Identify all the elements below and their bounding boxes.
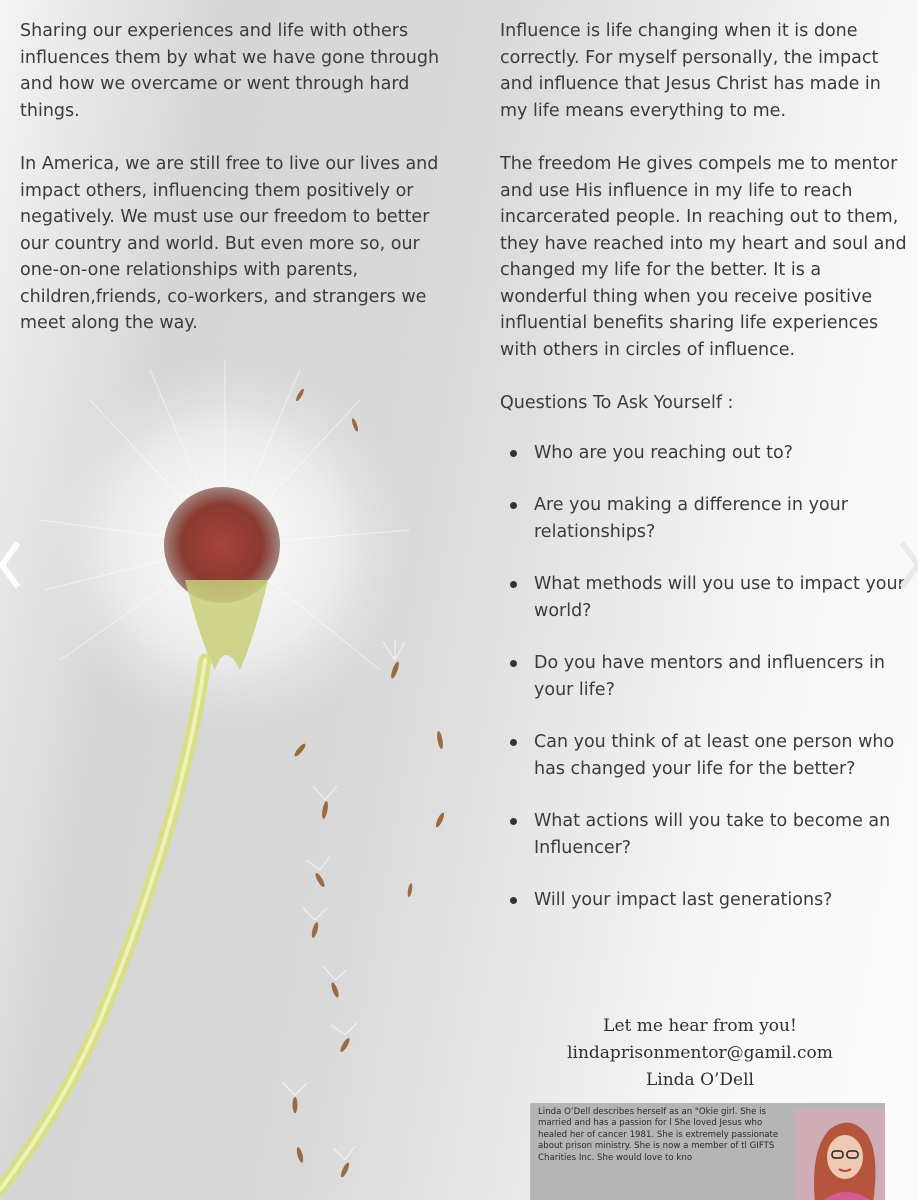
bullet-icon <box>510 450 517 457</box>
question-item <box>500 492 912 545</box>
right-paragraph-1: Influence is life changing when it is done correctly. For myself personally, the impact and influence that Jesus Christ has made in my life means everything to me. <box>500 21 881 121</box>
previous-page-arrow-icon[interactable] <box>0 535 26 595</box>
question-item <box>500 440 912 467</box>
contact-block <box>530 1013 870 1094</box>
bullet-icon <box>510 818 517 825</box>
left-paragraph-2: In America, we are still free to live our lives and impact others, influencing them positively or negatively. We must use our freedom to better our country and world. But even more so, our one-on-one relationships with parents, children,friends, co-workers, and strangers we meet along the way. <box>20 154 439 333</box>
bullet-icon <box>510 581 517 588</box>
contact-heading: Let me hear from you! <box>603 1016 797 1036</box>
author-bio-text: Linda O’Dell describes herself as an "Okie girl. She is married and has a passion for l She loved Jesus who healed her of cancer 1981. She is extremely passionate about prison ministry. She is now a member of tl GIFTS Charities Inc. She would love to kno <box>538 1107 779 1163</box>
bullet-icon <box>510 502 517 509</box>
contact-email[interactable]: lindaprisonmentor@gamil.com <box>567 1043 833 1063</box>
question-item <box>500 729 912 782</box>
next-page-arrow-icon[interactable] <box>894 535 918 595</box>
question-text: Who are you reaching out to? <box>534 442 793 463</box>
author-photo <box>795 1109 885 1200</box>
questions-list <box>500 440 912 914</box>
question-text: Can you think of at least one person who has changed your life for the better? <box>534 732 895 779</box>
question-item <box>500 808 912 861</box>
question-text: What methods will you use to impact your world? <box>534 574 905 621</box>
right-column <box>500 18 912 940</box>
question-text: Do you have mentors and influencers in your life? <box>534 653 885 700</box>
dandelion-illustration <box>0 340 520 1200</box>
left-paragraph-1: Sharing our experiences and life with others influences them by what we have gone through and how we overcame or went through hard things. <box>20 21 440 121</box>
bullet-icon <box>510 897 517 904</box>
left-column <box>20 18 460 364</box>
question-item <box>500 571 912 624</box>
author-name: Linda O’Dell <box>645 1070 754 1090</box>
question-text: Are you making a difference in your relationships? <box>534 495 848 542</box>
question-text: Will your impact last generations? <box>534 890 833 910</box>
questions-heading: Questions To Ask Yourself : <box>500 393 734 413</box>
bullet-icon <box>510 660 517 667</box>
bullet-icon <box>510 739 517 746</box>
question-item <box>500 887 912 914</box>
right-paragraph-2: The freedom He gives compels me to mentor and use His influence in my life to reach incarcerated people. In reaching out to them, they have reached into my heart and soul and changed my life for the better. It is a wonderful thing when you receive positive influential benefits sharing life experiences with others in circles of influence. <box>500 154 907 360</box>
question-text: What actions will you take to become an Influencer? <box>534 811 891 858</box>
question-item <box>500 650 912 703</box>
author-bio-box <box>530 1103 885 1200</box>
